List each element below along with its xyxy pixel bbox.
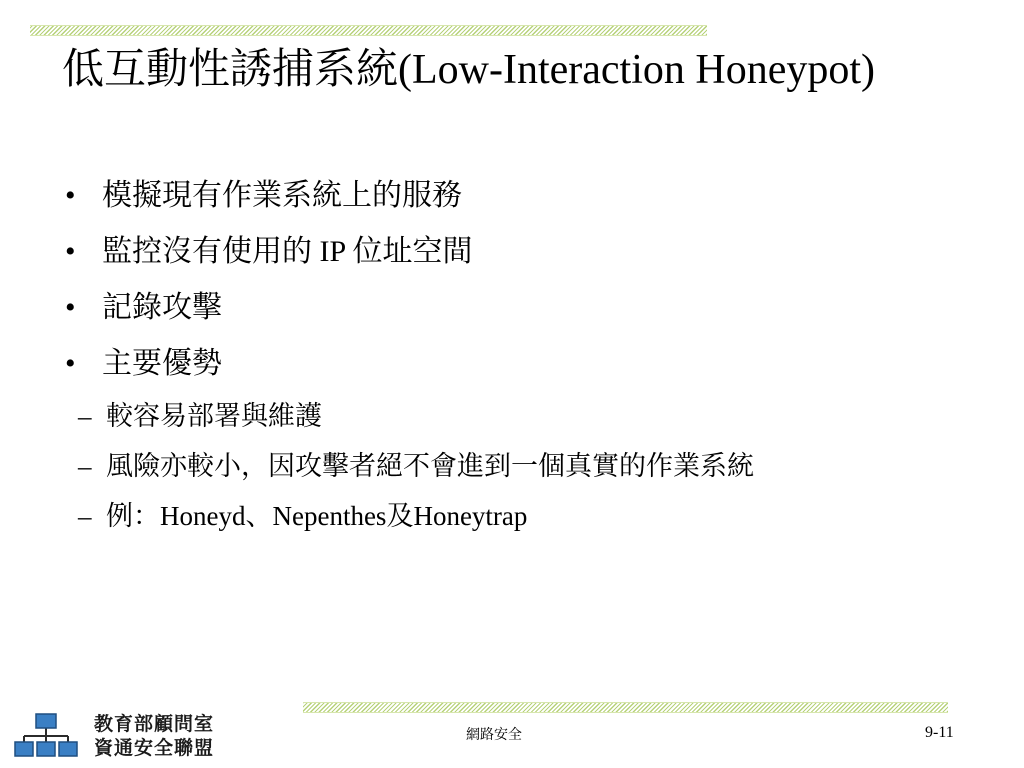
logo-text [94, 712, 214, 760]
bullet-dot: • [65, 179, 76, 212]
bullet-item [62, 224, 986, 280]
sub-bullet-item [22, 394, 986, 438]
sub-bullet-text: 例：Honeyd、Nepenthes及Honeytrap [106, 501, 528, 531]
bullet-text: 主要優勢 [102, 347, 222, 380]
ministry-logo [14, 712, 224, 762]
bottom-decorative-band [303, 702, 948, 713]
slide-title: 低互動性誘捕系統(Low-Interaction Honeypot) [62, 47, 875, 93]
sub-bullet-item [22, 444, 986, 488]
bullet-dot: • [65, 235, 76, 268]
sub-bullet-dash: – [78, 401, 92, 431]
sub-bullet-dash: – [78, 501, 92, 531]
logo-line-1: 教育部顧問室 [94, 713, 215, 735]
bullet-text: 記錄攻擊 [102, 291, 222, 324]
sub-bullet-list [62, 394, 986, 538]
page-number: 9-11 [925, 724, 954, 741]
sub-bullet-text: 風險亦較小，因攻擊者絕不會進到一個真實的作業系統 [106, 451, 754, 481]
sub-bullet-group [62, 394, 986, 538]
bullet-item [62, 336, 986, 392]
bullet-list [62, 168, 986, 538]
sub-bullet-item [22, 494, 986, 538]
sub-bullet-text: 較容易部署與維護 [106, 401, 322, 431]
footer-course-name: 網路安全 [466, 727, 522, 743]
bullet-dot: • [65, 347, 76, 380]
sub-bullet-dash: – [78, 451, 92, 481]
top-decorative-band [30, 25, 707, 36]
bullet-text: 監控沒有使用的 IP 位址空間 [102, 235, 473, 268]
bullet-text: 模擬現有作業系統上的服務 [102, 179, 462, 212]
network-hierarchy-icon [14, 712, 78, 760]
bullet-item [62, 280, 986, 336]
bullet-item [62, 168, 986, 224]
logo-line-2: 資通安全聯盟 [94, 737, 215, 759]
bullet-dot: • [65, 291, 76, 324]
